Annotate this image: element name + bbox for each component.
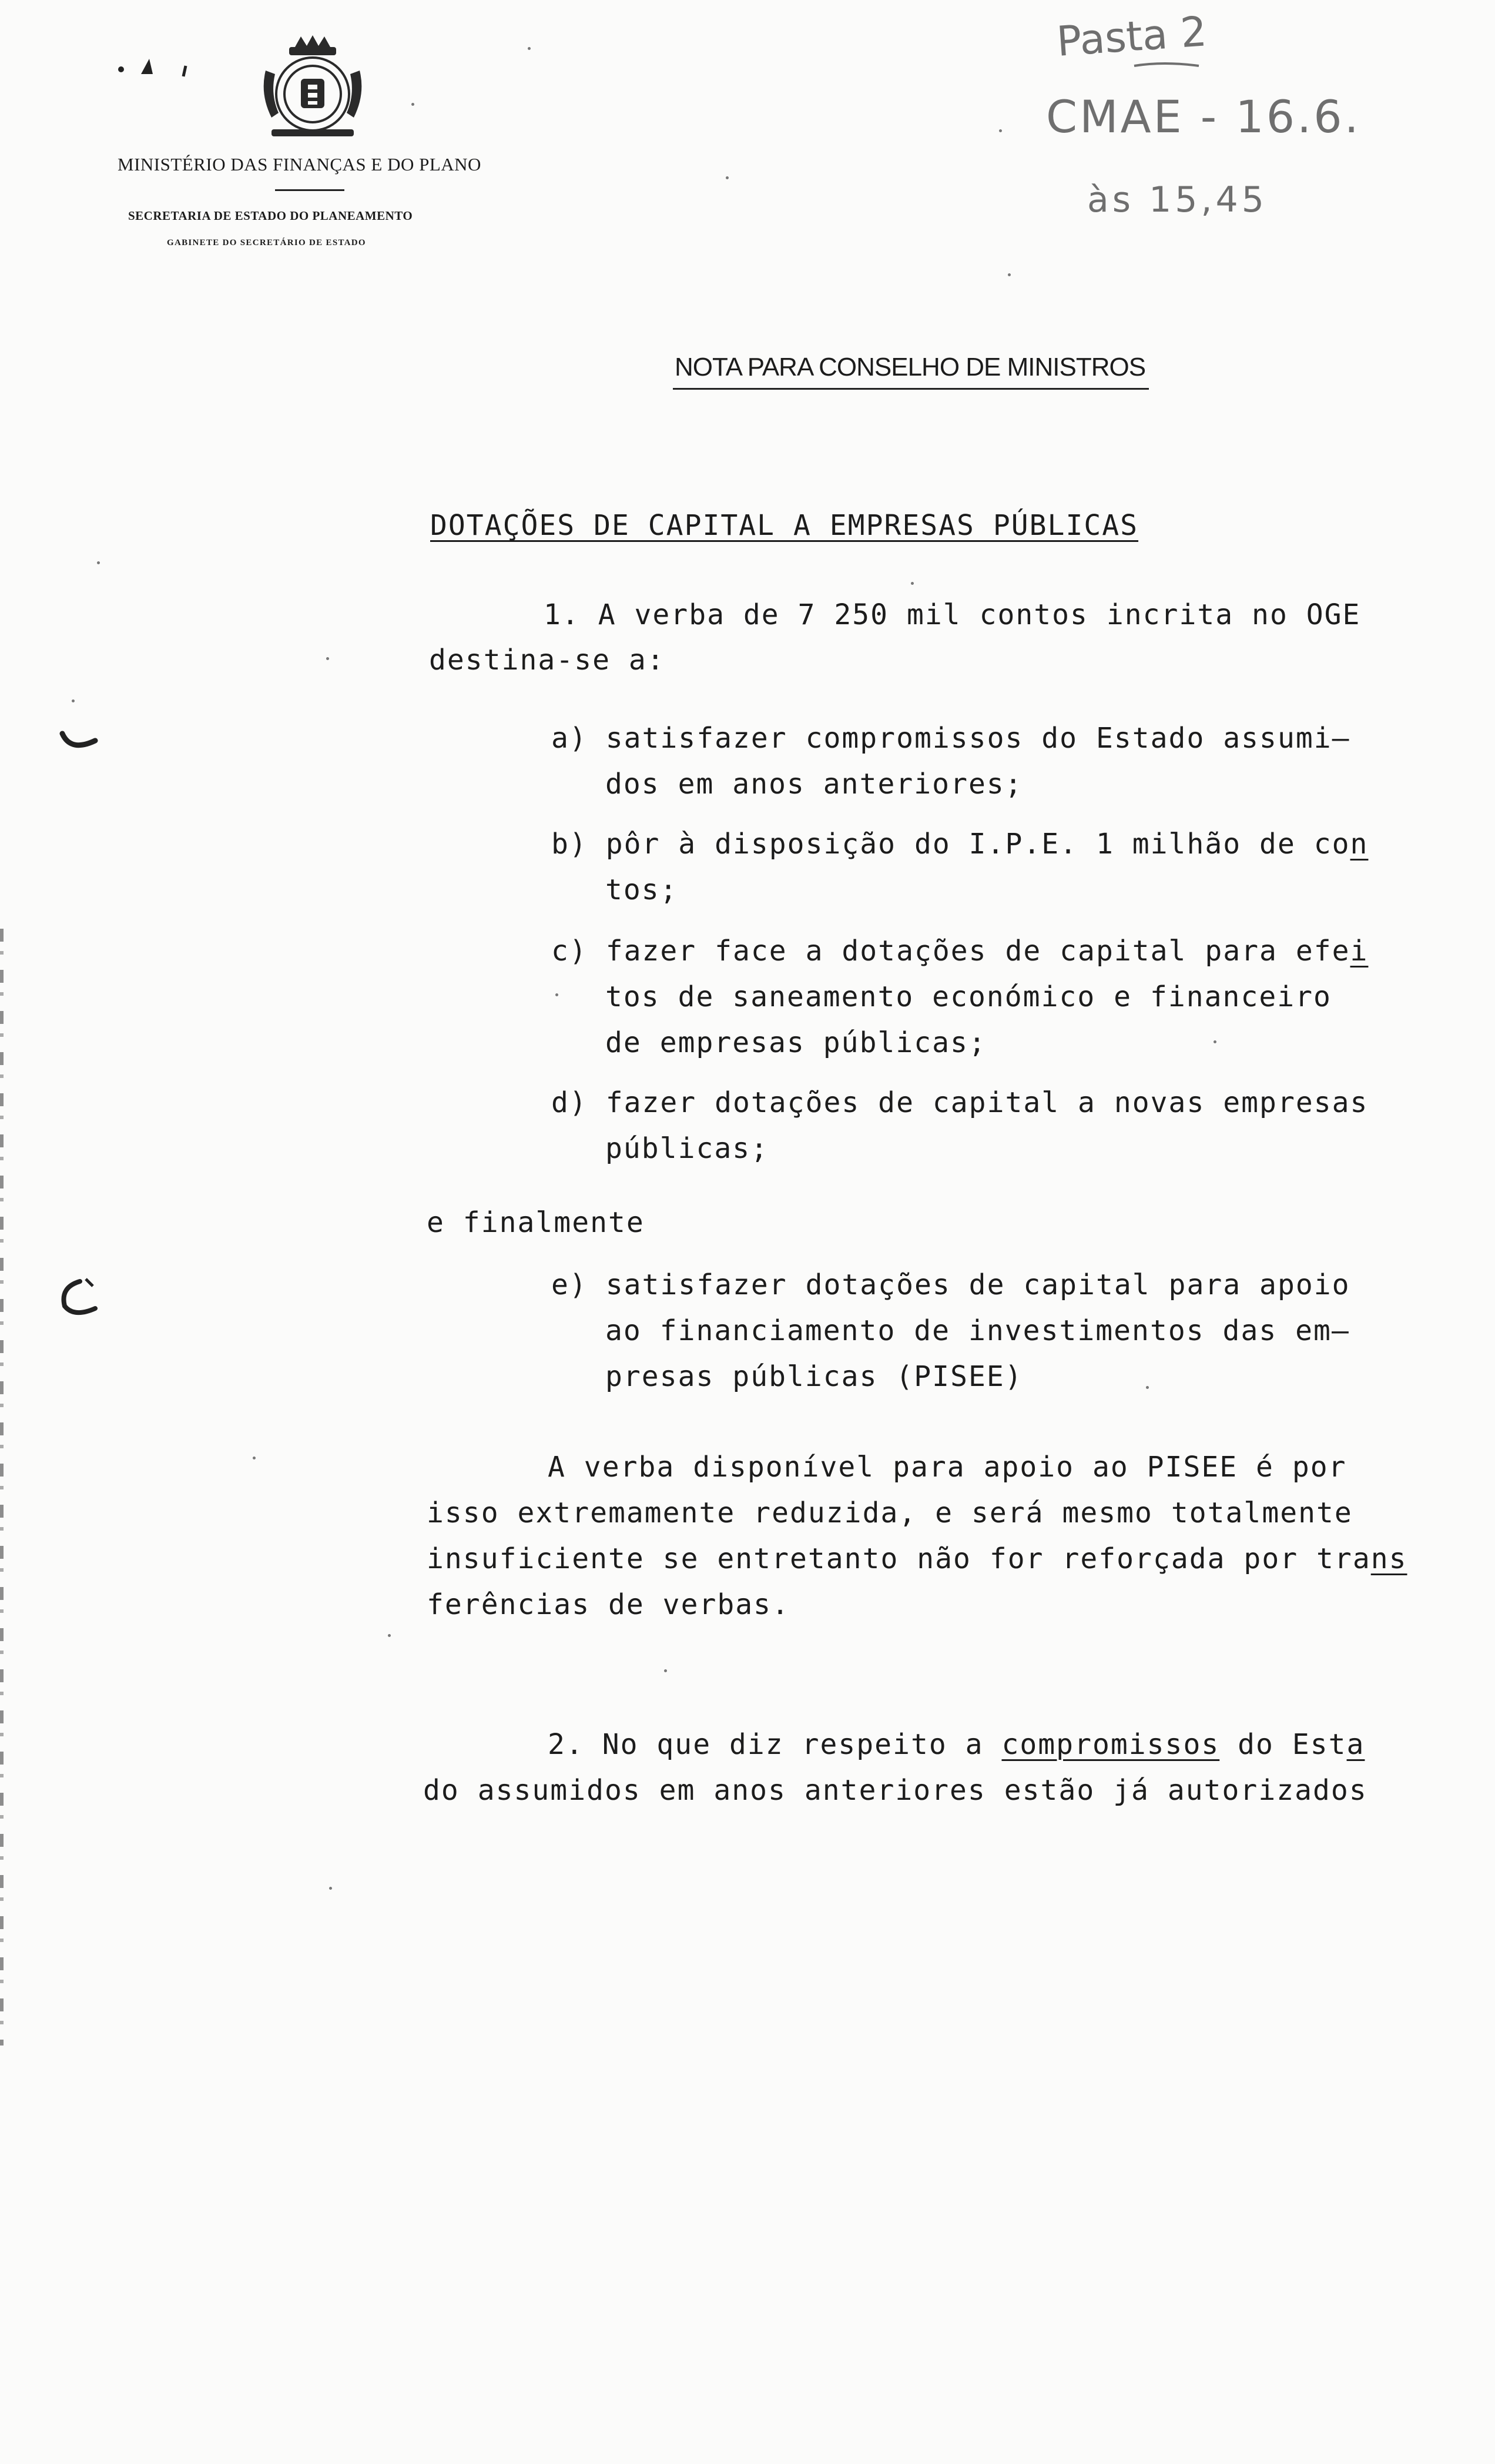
scan-speck — [329, 1887, 332, 1890]
compromissos-underlined: compromissos — [1001, 1728, 1220, 1761]
scan-speck — [411, 103, 414, 106]
item-e-line-1: e) satisfazer dotações de capital para apoio — [551, 1268, 1350, 1301]
annotation-line-3: às 15,45 — [1087, 179, 1268, 220]
item-a-line-2: dos em anos anteriores; — [605, 768, 1023, 801]
hole-punch-mark-top — [59, 729, 100, 758]
verba-line-2: isso extremamente reduzida, e será mesmo totalmente — [427, 1497, 1353, 1529]
para2-line-2: do assumidos em anos anteriores estão já autorizados — [423, 1774, 1367, 1807]
scan-speck — [528, 47, 531, 50]
scan-speck — [1008, 273, 1011, 276]
annotation-line-2: CMAE - 16.6. — [1046, 91, 1361, 143]
item-e-line-3: presas públicas (PISEE) — [605, 1360, 1023, 1393]
item-c-line-1: c) fazer face a dotações de capital para efei — [551, 935, 1369, 967]
coat-of-arms-icon — [254, 35, 371, 147]
item-d-line-2: públicas; — [605, 1132, 769, 1165]
connector-text: e finalmente — [427, 1206, 645, 1239]
scan-speck — [97, 561, 100, 564]
scan-speck — [326, 657, 329, 660]
verba-line-4: ferências de verbas. — [427, 1588, 790, 1621]
corner-speck-marks — [115, 53, 197, 82]
annotation-line-1: Pasta 2 — [1055, 7, 1209, 66]
para2-line-1: 2. No que diz respeito a compromissos do Esta — [548, 1728, 1365, 1761]
scan-speck — [1214, 1040, 1216, 1043]
item-a-line-1: a) satisfazer compromissos do Estado assumi— — [551, 722, 1350, 755]
scan-speck — [253, 1457, 256, 1459]
item-c-line-2: tos de saneamento económico e financeiro — [605, 980, 1332, 1013]
verba-line-1: A verba disponível para apoio ao PISEE é por — [548, 1451, 1347, 1484]
letterhead-divider — [275, 189, 344, 191]
scan-speck — [911, 582, 914, 585]
para1-line-2: destina-se a: — [429, 644, 665, 677]
para1-line-1: 1. A verba de 7 250 mil contos incrita no OGE — [544, 598, 1361, 631]
item-b-line-1: b) pôr à disposição do I.P.E. 1 milhão de con — [551, 828, 1369, 861]
annotation-underline — [1134, 63, 1199, 66]
scan-speck — [664, 1669, 667, 1672]
scan-speck — [555, 993, 558, 996]
scan-edge-artifact — [0, 929, 4, 2045]
scan-speck — [1146, 1386, 1149, 1389]
item-c-line-3: de empresas públicas; — [605, 1026, 987, 1059]
hole-punch-mark-bottom — [56, 1275, 103, 1323]
item-b-line-2: tos; — [605, 873, 678, 906]
cabinet-name: GABINETE DO SECRETÁRIO DE ESTADO — [167, 238, 366, 247]
handwritten-annotation — [987, 0, 1434, 247]
item-e-line-2: ao financiamento de investimentos das em— — [605, 1314, 1350, 1347]
section-heading: DOTAÇÕES DE CAPITAL A EMPRESAS PÚBLICAS — [430, 509, 1139, 542]
verba-line-3: insuficiente se entretanto não for reforçada por trans — [427, 1542, 1407, 1575]
secretariat-name: SECRETARIA DE ESTADO DO PLANEAMENTO — [128, 209, 413, 223]
ministry-name: MINISTÉRIO DAS FINANÇAS E DO PLANO — [118, 154, 481, 175]
scan-speck — [999, 129, 1002, 132]
title-underline — [673, 388, 1149, 390]
scan-speck — [726, 176, 729, 179]
scan-speck — [72, 699, 75, 702]
note-title: NOTA PARA CONSELHO DE MINISTROS — [675, 353, 1146, 381]
item-d-line-1: d) fazer dotações de capital a novas empresas — [551, 1086, 1369, 1119]
scan-speck — [388, 1634, 391, 1637]
